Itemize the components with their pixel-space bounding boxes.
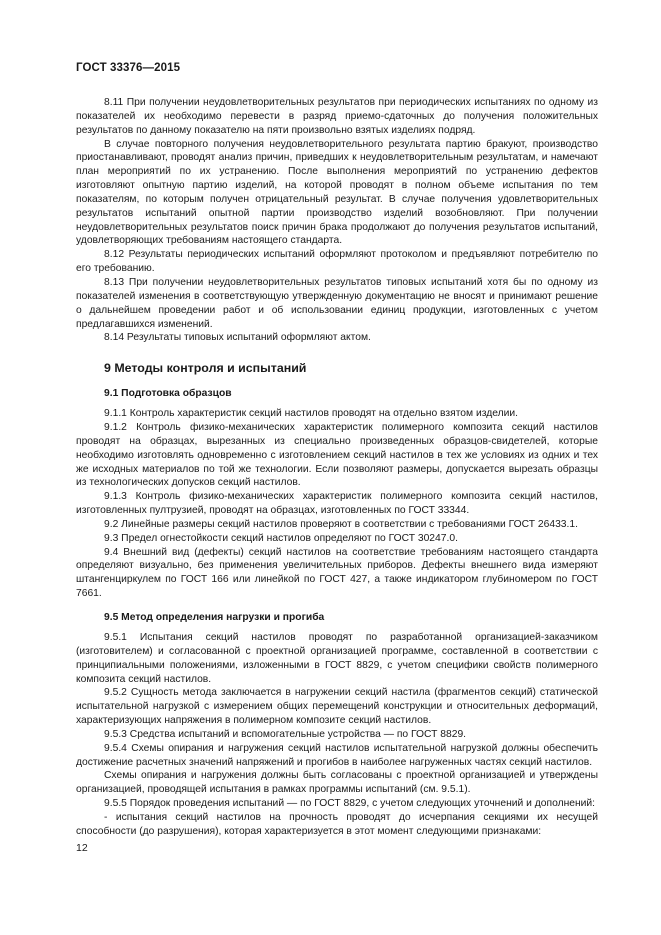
paragraph-9-5-5-list-item: - испытания секций настилов на прочность проводят до исчерпания секциями их несущей способности (до разрушения), которая характеризуется в этот момент следующими признаками: [76, 811, 598, 837]
section-heading-9: 9 Методы контроля и испытаний [104, 361, 307, 376]
paragraph-9-4: 9.4 Внешний вид (дефекты) секций настилов на соответствие требованиям настоящего стандарта определяют визуально, без применения увеличительных приборов. Дефекты внешнего вида измеряют штангенциркулем по ГОСТ 166 или линейкой по ГОСТ 427, а также индикатором глубиномером по ГОСТ 7661. [76, 546, 598, 600]
page-number: 12 [76, 842, 88, 854]
paragraph-9-5-4-cont: Схемы опирания и нагружения должны быть согласованы с проектной организацией и утверждены организацией, проводящей испытания в рамках программы испытаний (см. 9.5.1). [76, 770, 598, 796]
paragraph-8-14: 8.14 Результаты типовых испытаний оформляют актом. [104, 332, 371, 344]
paragraph-9-5-3: 9.5.3 Средства испытаний и вспомогательные устройства — по ГОСТ 8829. [104, 728, 467, 740]
paragraph-9-1-3: 9.1.3 Контроль физико-механических характеристик полимерного композита секций настилов, изготовленных пултрузией, проводят на образцах, изготовленных по ГОСТ 33344. [76, 491, 598, 517]
paragraph-8-12: 8.12 Результаты периодических испытаний оформляют протоколом и предъявляют потребителю по его требованию. [76, 249, 598, 275]
paragraph-9-5-5: 9.5.5 Порядок проведения испытаний — по ГОСТ 8829, с учетом следующих уточнений и дополнений: [104, 798, 596, 810]
paragraph-9-2: 9.2 Линейные размеры секций настилов проверяют в соответствии с требованиями ГОСТ 26433.1. [104, 518, 578, 530]
subsection-heading-9-5: 9.5 Метод определения нагрузки и прогиба [104, 612, 325, 623]
subsection-heading-9-1: 9.1 Подготовка образцов [104, 388, 232, 400]
paragraph-8-11: 8.11 При получении неудовлетворительных результатов при периодических испытаниях по одному из показателей их необходимо перевести в разряд приемо-сдаточных до получения положительных результатов по данному показателю на пяти произвольно взятых изделиях подряд. [76, 97, 598, 136]
paragraph-9-5-1: 9.5.1 Испытания секций настилов проводят по разработанной организацией-заказчиком (изготовителем) и согласованной с проектной организацией программе, составленной в соответствии с принципиальными положениями, изложенными в ГОСТ 8829, с учетом специфики свойств полимерного композита секций настилов. [76, 632, 598, 685]
paragraph-9-1-1: 9.1.1 Контроль характеристик секций настилов проводят на отдельно взятом изделии. [104, 408, 518, 420]
document-code-header: ГОСТ 33376—2015 [76, 62, 181, 74]
paragraph-8-13: 8.13 При получении неудовлетворительных результатов типовых испытаний хотя бы по одному из показателей изменения в соответствующую утвержденную документацию не вносят и принимают решение о дальнейшем проведении работ и об использовании единиц продукции, изготовленных с учетом предлагавшихся изменений. [76, 276, 598, 330]
paragraph-9-3: 9.3 Предел огнестойкости секций настилов определяют по ГОСТ 30247.0. [104, 532, 458, 544]
paragraph-9-1-2: 9.1.2 Контроль физико-механических характеристик полимерного композита секций настилов проводят на образцах, вырезанных из специально произведенных образцов-свидетелей, которые необходимо изготовлять одновременно с изготовлением секций настилов в тех же условиях из одних и тех же исходных материалов по той же технологии. Если позволяют размеры, допускается вырезать образцы из технологических допусков секций настилов. [76, 422, 598, 489]
paragraph-8-11-cont: В случае повторного получения неудовлетворительного результата партию бракуют, производство приостанавливают, проводят анализ причин, приведших к неудовлетворительным результатам, и намечают план мероприятий по их устранению. После выполнения мероприятий по устранению дефектов изготовляют опытную партию изделий, на которой проводят в полном объеме испытания по тем показателям, по которым получен отрицательный результат. В случае получения удовлетворительных результатов испытаний опытной партии производство изделий возобновляют. При получении неудовлетворительных результатов поиск причин брака продолжают до получения результатов испытаний, удовлетворяющих требованиям настоящего стандарта. [76, 138, 598, 247]
document-body [76, 96, 598, 839]
paragraph-9-5-4: 9.5.4 Схемы опирания и нагружения секций настилов испытательной нагрузкой должны обеспечить достижение расчетных значений напряжений и прогибов в наиболее нагруженных частях секций настилов. [76, 742, 598, 768]
paragraph-9-5-2: 9.5.2 Сущность метода заключается в нагружении секций настила (фрагментов секций) статической испытательной нагрузкой с измерением общих перемещений конструкции и относительных деформаций, характеризующих напряжения в полимерном композите секций настилов. [76, 687, 598, 727]
